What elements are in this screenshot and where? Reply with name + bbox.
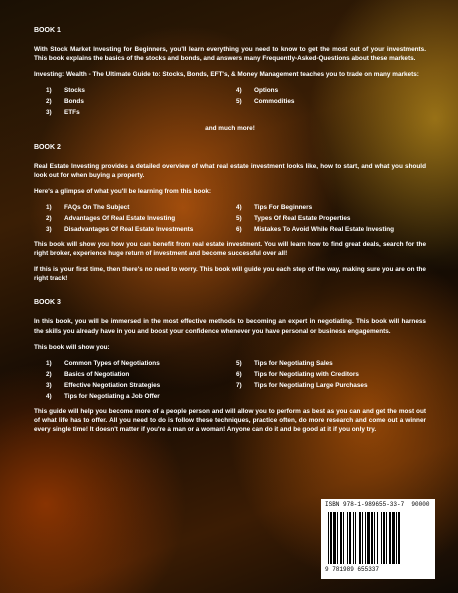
book1-more: and much more! xyxy=(205,124,255,132)
list-item xyxy=(46,381,236,390)
list-item xyxy=(46,225,236,234)
list-item-number: 2) xyxy=(46,98,52,106)
list-item xyxy=(236,86,426,95)
list-item-number: 2) xyxy=(46,370,52,378)
list-item-text: Stocks xyxy=(64,87,85,95)
list-item xyxy=(46,108,236,117)
list-item-number: 6) xyxy=(236,226,242,233)
list-item-text: Tips For Beginners xyxy=(254,203,313,211)
barcode-bar xyxy=(333,512,336,564)
barcode-bar xyxy=(359,512,361,564)
list-item xyxy=(46,214,236,223)
list-item-text: Commodities xyxy=(254,98,295,106)
book1-list xyxy=(46,86,426,119)
list-item-text: Basics of Negotiation xyxy=(64,370,130,378)
book1-intro: With Stock Market Investing for Beginners, you'll learn everything you need to know to get the most out of your investments. This book explains the basics of the stocks and bonds, and answers many Frequently-Asked-Questions about these markets. xyxy=(34,45,426,63)
list-item-number: 5) xyxy=(236,214,242,222)
barcode-bar xyxy=(398,512,400,564)
book2-intro: Real Estate Investing provides a detailed overview of what real estate investment looks like, how to start, and what you should look out for when buying a property. xyxy=(34,162,426,179)
book2-first-time: If this is your first time, then there's no need to worry. This book will guide you each step of the way, making sure you are on the right track! xyxy=(34,266,426,283)
list-item-number: 6) xyxy=(236,370,242,378)
barcode-bar xyxy=(386,512,387,564)
list-item-number: 1) xyxy=(46,359,52,367)
barcode-bar xyxy=(374,512,375,564)
list-item-number: 4) xyxy=(236,203,242,211)
price-code: 90000 xyxy=(411,501,430,508)
list-item-text: FAQs On The Subject xyxy=(64,203,130,211)
barcode-bar xyxy=(343,512,344,564)
book3-list xyxy=(46,359,426,403)
list-item-number: 1) xyxy=(46,87,52,95)
list-item xyxy=(236,359,426,368)
barcode-bar xyxy=(353,512,354,564)
list-item-text: Options xyxy=(254,87,279,95)
list-item-number: 5) xyxy=(236,98,242,106)
book2-list-right xyxy=(236,203,426,236)
book1-markets-intro: Investing: Wealth - The Ultimate Guide to: Stocks, Bonds, EFT's, & Money Management teaches you to trade on many markets: xyxy=(34,71,419,79)
list-item xyxy=(46,97,236,106)
isbn-barcode xyxy=(321,499,435,579)
book3-list-right xyxy=(236,359,426,403)
barcode-bar xyxy=(330,512,332,564)
list-item-text: Common Types of Negotiations xyxy=(64,359,160,367)
book3-heading: BOOK 3 xyxy=(34,299,61,307)
barcode-bar xyxy=(355,512,356,564)
list-item-number: 3) xyxy=(46,226,52,233)
list-item-text: Mistakes To Avoid While Real Estate Investing xyxy=(254,226,395,233)
isbn-number: ISBN 978-1-989655-33-7 90000 xyxy=(325,501,430,508)
barcode-bar xyxy=(337,512,338,564)
list-item-text: Tips for Negotiating with Creditors xyxy=(254,370,359,378)
list-item-text: Tips for Negotiating a Job Offer xyxy=(64,392,160,400)
list-item xyxy=(236,97,426,106)
list-item xyxy=(46,359,236,368)
barcode-bar xyxy=(349,512,351,564)
list-item xyxy=(46,203,236,212)
book2-list-left xyxy=(46,203,236,236)
barcode-bar xyxy=(347,512,348,564)
list-item-text: Advantages Of Real Estate Investing xyxy=(64,214,176,222)
list-item xyxy=(236,214,426,223)
book3-closing: This guide will help you become more of a people person and will allow you to perform as best as you can and get the most out of what life has to offer. All you need to do is follow these techniques, practice often, do more research and come out a winner every single time! It doesn't matter if you're a man or a woman! Anyone can do it and be good at it if you only try. xyxy=(34,408,426,434)
barcode-bar xyxy=(340,512,342,564)
list-item-text: Bonds xyxy=(64,98,84,106)
list-item xyxy=(236,225,426,234)
book2-list xyxy=(46,203,426,236)
list-item-number: 3) xyxy=(46,381,52,389)
list-item-number: 4) xyxy=(236,87,242,95)
list-item-number: 4) xyxy=(46,392,52,400)
list-item-number: 3) xyxy=(46,109,52,117)
back-cover-text xyxy=(34,26,426,441)
list-item-text: ETFs xyxy=(64,109,80,117)
list-item xyxy=(46,392,236,401)
list-item xyxy=(46,370,236,379)
list-item-text: Tips for Negotiating Large Purchases xyxy=(254,381,368,389)
list-item xyxy=(46,86,236,95)
list-item-number: 2) xyxy=(46,214,52,222)
book2-heading: BOOK 2 xyxy=(34,143,61,151)
book2-glimpse: Here's a glimpse of what you'll be learning from this book: xyxy=(34,187,212,195)
book2-benefits: This book will show you how you can benefit from real estate investment. You will learn how to find great deals, search for the right broker, experience huge return of investment and become successful over all! xyxy=(34,241,426,258)
book3-show: This book will show you: xyxy=(34,343,110,351)
barcode-bar xyxy=(377,512,378,564)
book1-list-right xyxy=(236,86,426,119)
list-item xyxy=(236,203,426,212)
list-item-text: Tips for Negotiating Sales xyxy=(254,359,333,367)
list-item-number: 5) xyxy=(236,359,242,367)
list-item xyxy=(236,381,426,390)
barcode-bar xyxy=(362,512,363,564)
list-item-text: Disadvantages Of Real Estate Investments xyxy=(64,226,194,233)
barcode-bar xyxy=(383,512,385,564)
list-item-text: Effective Negotiation Strategies xyxy=(64,381,161,389)
book3-list-left xyxy=(46,359,236,403)
barcode-bar xyxy=(381,512,382,564)
barcode-bar xyxy=(328,512,329,564)
book3-intro: In this book, you will be immersed in the most effective methods to becoming an expert in negotiating. This book will harness the skills you already have in you and boost your confidence whenever you have personal or business engagements. xyxy=(34,318,426,335)
barcode-bar xyxy=(396,512,397,564)
barcode-icon xyxy=(327,512,429,564)
barcode-bar xyxy=(389,512,391,564)
list-item xyxy=(236,370,426,379)
barcode-bar xyxy=(365,512,366,564)
barcode-bar xyxy=(367,512,370,564)
list-item-number: 7) xyxy=(236,381,242,389)
barcode-bar xyxy=(371,512,373,564)
list-item-number: 1) xyxy=(46,203,52,211)
barcode-digits: 9 781989 655337 xyxy=(325,566,380,573)
book1-list-left xyxy=(46,86,236,119)
list-item-text: Types Of Real Estate Properties xyxy=(254,214,351,222)
book1-heading: BOOK 1 xyxy=(34,27,61,34)
barcode-bar xyxy=(392,512,395,564)
